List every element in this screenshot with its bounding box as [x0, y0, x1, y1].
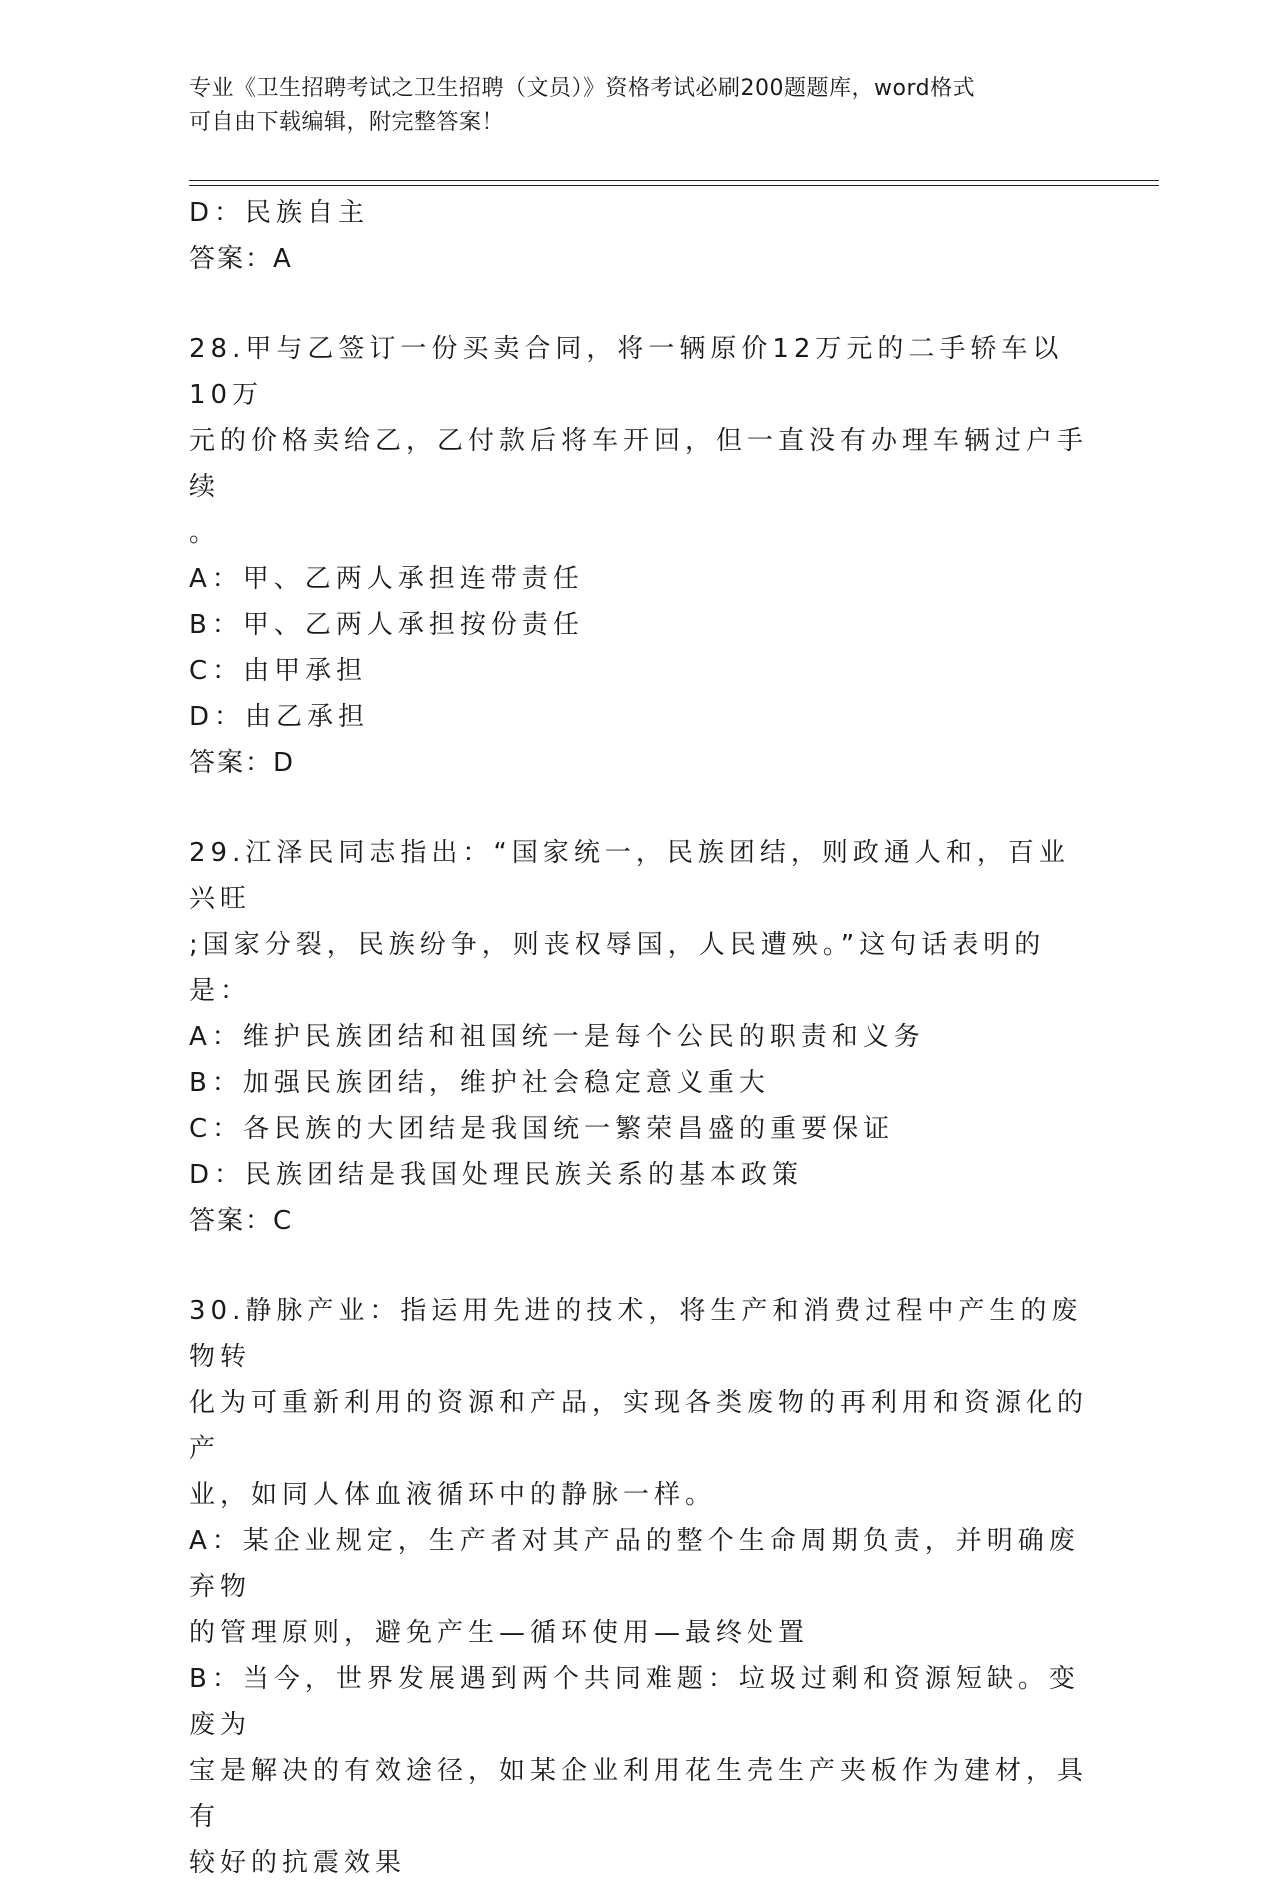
- header-rule-bottom: [189, 185, 1159, 186]
- q30-stem-line: 30.静脉产业：指运用先进的技术，将生产和消费过程中产生的废物转: [189, 1296, 1083, 1372]
- q28-option-c: C：由甲承担: [189, 656, 368, 686]
- q28-option-d: D：由乙承担: [189, 702, 370, 732]
- q29-option-b: B：加强民族团结，维护社会稳定意义重大: [189, 1068, 770, 1098]
- q30-option-b-line: B：当今，世界发展遇到两个共同难题：垃圾过剩和资源短缺。变废为: [189, 1664, 1080, 1740]
- q29-stem-line: 29.江泽民同志指出：“国家统一，民族团结，则政通人和，百业兴旺: [189, 838, 1070, 914]
- prev-answer: 答案：A: [189, 244, 293, 274]
- q30-option-b-line: 较好的抗震效果: [189, 1848, 407, 1878]
- q30-stem-line: 业，如同人体血液循环中的静脉一样。: [189, 1480, 717, 1510]
- header-rule-top: [189, 180, 1159, 181]
- spacer: [189, 282, 1089, 326]
- header-line-2: 可自由下载编辑，附完整答案！: [189, 110, 505, 135]
- q29-option-c: C：各民族的大团结是我国统一繁荣昌盛的重要保证: [189, 1114, 895, 1144]
- q30-option-a-line: 的管理原则，避免产生—循环使用—最终处置: [189, 1618, 810, 1648]
- q28-stem-line: 。: [189, 518, 221, 548]
- q28-option-a: A：甲、乙两人承担连带责任: [189, 564, 584, 594]
- document-body: [189, 190, 1089, 1886]
- q29-answer: 答案：C: [189, 1206, 294, 1236]
- q28-stem-line: 元的价格卖给乙，乙付款后将车开回，但一直没有办理车辆过户手续: [189, 426, 1089, 502]
- q29-option-a: A：维护民族团结和祖国统一是每个公民的职责和义务: [189, 1022, 925, 1052]
- q29-option-d: D：民族团结是我国处理民族关系的基本政策: [189, 1160, 804, 1190]
- spacer: [189, 786, 1089, 830]
- spacer: [189, 1244, 1089, 1288]
- header-line-1: 专业《卫生招聘考试之卫生招聘（文员）》资格考试必刷200题题库，word格式: [189, 76, 976, 101]
- prev-option-d: D：民族自主: [189, 198, 370, 228]
- q29-stem-line: ;国家分裂，民族纷争，则丧权辱国，人民遭殃。”这句话表明的是：: [189, 930, 1046, 1006]
- q28-answer: 答案：D: [189, 748, 296, 778]
- document-header: [189, 72, 1089, 140]
- q28-stem-line: 28.甲与乙签订一份买卖合同，将一辆原价12万元的二手轿车以10万: [189, 334, 1064, 410]
- q28-option-b: B：甲、乙两人承担按份责任: [189, 610, 584, 640]
- q30-option-b-line: 宝是解决的有效途径，如某企业利用花生壳生产夹板作为建材，具有: [189, 1756, 1089, 1832]
- q30-option-a-line: A：某企业规定，生产者对其产品的整个生命周期负责，并明确废弃物: [189, 1526, 1080, 1602]
- q30-stem-line: 化为可重新利用的资源和产品，实现各类废物的再利用和资源化的产: [189, 1388, 1089, 1464]
